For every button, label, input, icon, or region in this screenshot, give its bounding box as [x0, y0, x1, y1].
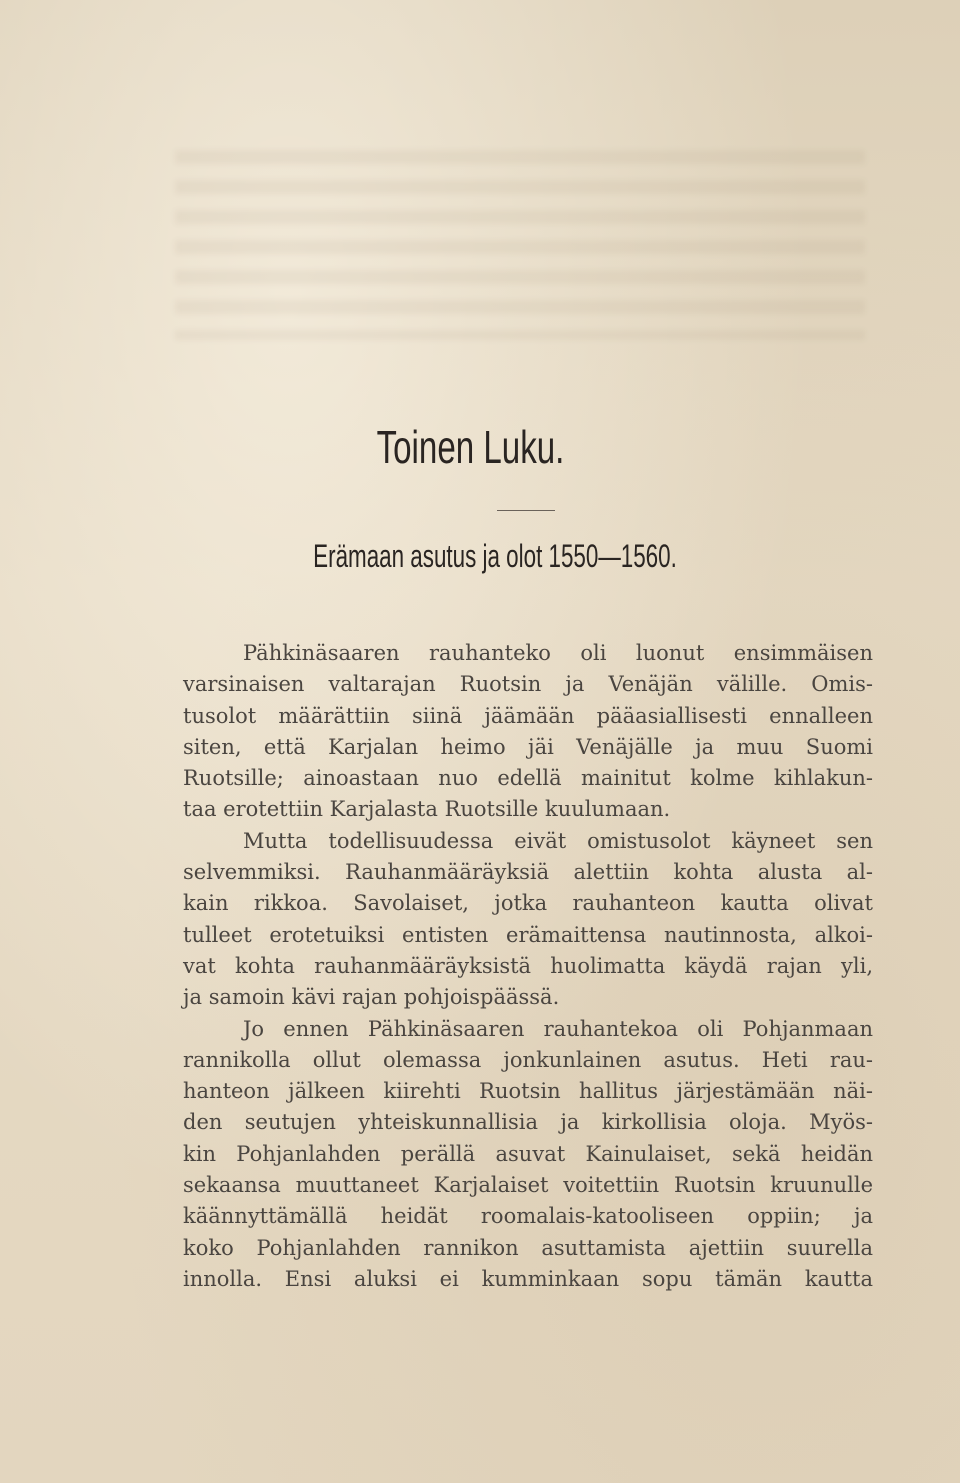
- text-line: siten, että Karjalan heimo jäi Venäjälle ja muu Suomi: [183, 734, 873, 759]
- text-line: sekaansa muuttaneet Karjalaiset voitettiin Ruotsin kruunulle: [183, 1173, 873, 1198]
- title-divider: [497, 510, 555, 511]
- text-line: vat kohta rauhanmääräyksistä huolimatta käydä rajan yli,: [183, 953, 873, 978]
- text-line: hanteon jälkeen kiirehti Ruotsin hallitus järjestämään näi-: [183, 1079, 873, 1104]
- text-line: den seutujen yhteiskunnallisia ja kirkollisia oloja. Myös-: [183, 1110, 873, 1135]
- text-line: kain rikkoa. Savolaiset, jotka rauhanteon kautta olivat: [183, 891, 873, 916]
- text-line: rannikolla ollut olemassa jonkunlainen asutus. Heti rau-: [183, 1047, 873, 1072]
- text-line: koko Pohjanlahden rannikon asuttamista ajettiin suurella: [183, 1235, 873, 1260]
- text-line: Mutta todellisuudessa eivät omistusolot käyneet sen: [243, 828, 873, 853]
- section-title: Erämaan asutus ja olot 1550—1560.: [313, 538, 677, 574]
- text-line: tulleet erotetuiksi entisten erämaittensa nautinnosta, alkoi-: [183, 922, 873, 947]
- text-line: käännyttämällä heidät roomalais-katooliseen oppiin; ja: [183, 1204, 873, 1229]
- bleed-through-text: [175, 150, 865, 340]
- text-line: selvemmiksi. Rauhanmääräyksiä alettiin kohta alusta al-: [183, 860, 873, 885]
- chapter-title: Toinen Luku.: [376, 421, 565, 473]
- text-line: kin Pohjanlahden perällä asuvat Kainulaiset, sekä heidän: [183, 1141, 873, 1166]
- text-line: taa erotettiin Karjalasta Ruotsille kuulumaan.: [183, 797, 671, 822]
- text-line: innolla. Ensi aluksi ei kumminkaan sopu tämän kautta: [183, 1266, 873, 1291]
- text-line: tusolot määrättiin siinä jäämään pääasiallisesti ennalleen: [183, 703, 873, 728]
- text-line: Jo ennen Pähkinäsaaren rauhantekoa oli Pohjanmaan: [243, 1016, 873, 1041]
- text-line: Pähkinäsaaren rauhanteko oli luonut ensimmäisen: [243, 641, 873, 665]
- body-text: [183, 638, 873, 1295]
- text-line: Ruotsille; ainoastaan nuo edellä mainitut kolme kihlakun-: [183, 766, 873, 791]
- text-line: varsinaisen valtarajan Ruotsin ja Venäjän välille. Omis-: [183, 672, 873, 697]
- text-line: ja samoin kävi rajan pohjoispäässä.: [183, 985, 560, 1010]
